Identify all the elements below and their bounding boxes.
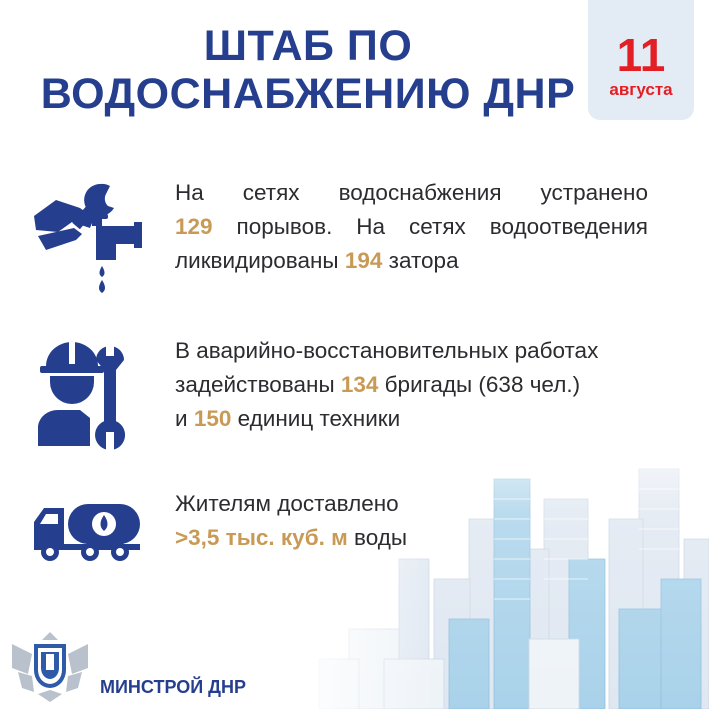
date-month: августа [609,80,673,99]
date-badge [588,0,694,120]
item-crews-line-3-text: и [175,406,194,431]
item-repairs-line-2 [175,210,648,244]
item-crews-line-2-end: бригады (638 чел.) [378,372,581,397]
leaks-count: 129 [175,214,213,239]
item-crews-line-3-end: единиц техники [231,406,401,431]
water-truck-icon [32,500,142,564]
item-repairs-line-3-text: ликвидированы [175,248,345,273]
ministry-emblem-logo [8,624,92,704]
item-repairs-line-3-end: затора [382,248,459,273]
item-crews-line-1: В аварийно-восстановительных работах [175,338,599,363]
item-crews-line-3 [175,402,653,436]
title-line-2: ВОДОСНАБЖЕНИЮ ДНР [40,70,576,118]
vehicles-count: 150 [193,406,232,431]
water-volume: >3,5 тыс. куб. м [175,525,348,550]
item-water-delivery [175,487,475,555]
wrench-faucet-icon [30,178,145,293]
item-water-line-2-end: воды [347,525,408,550]
item-water-line-1: Жителям доставлено [175,491,399,516]
blockages-count: 194 [344,248,383,273]
item-repairs-line-3 [175,244,648,278]
item-repairs-line-2-text: порывов. На сетях водоотведения [212,214,648,239]
item-repairs-line-1: На сетях водоснабжения устранено [175,180,648,205]
date-day: 11 [616,29,666,81]
worker-wrench-icon [36,338,136,450]
item-repairs [175,176,648,278]
crews-count: 134 [340,372,379,397]
item-crews-line-2 [175,368,653,402]
page-title [28,22,588,118]
title-line-1: ШТАБ ПО [203,22,413,70]
city-skyline-illustration [289,409,709,709]
item-water-line-2 [175,521,475,555]
footer-org-name: МИНСТРОЙ ДНР [100,677,247,697]
item-crews [175,334,653,436]
item-crews-line-2-text: задействованы [175,372,341,397]
